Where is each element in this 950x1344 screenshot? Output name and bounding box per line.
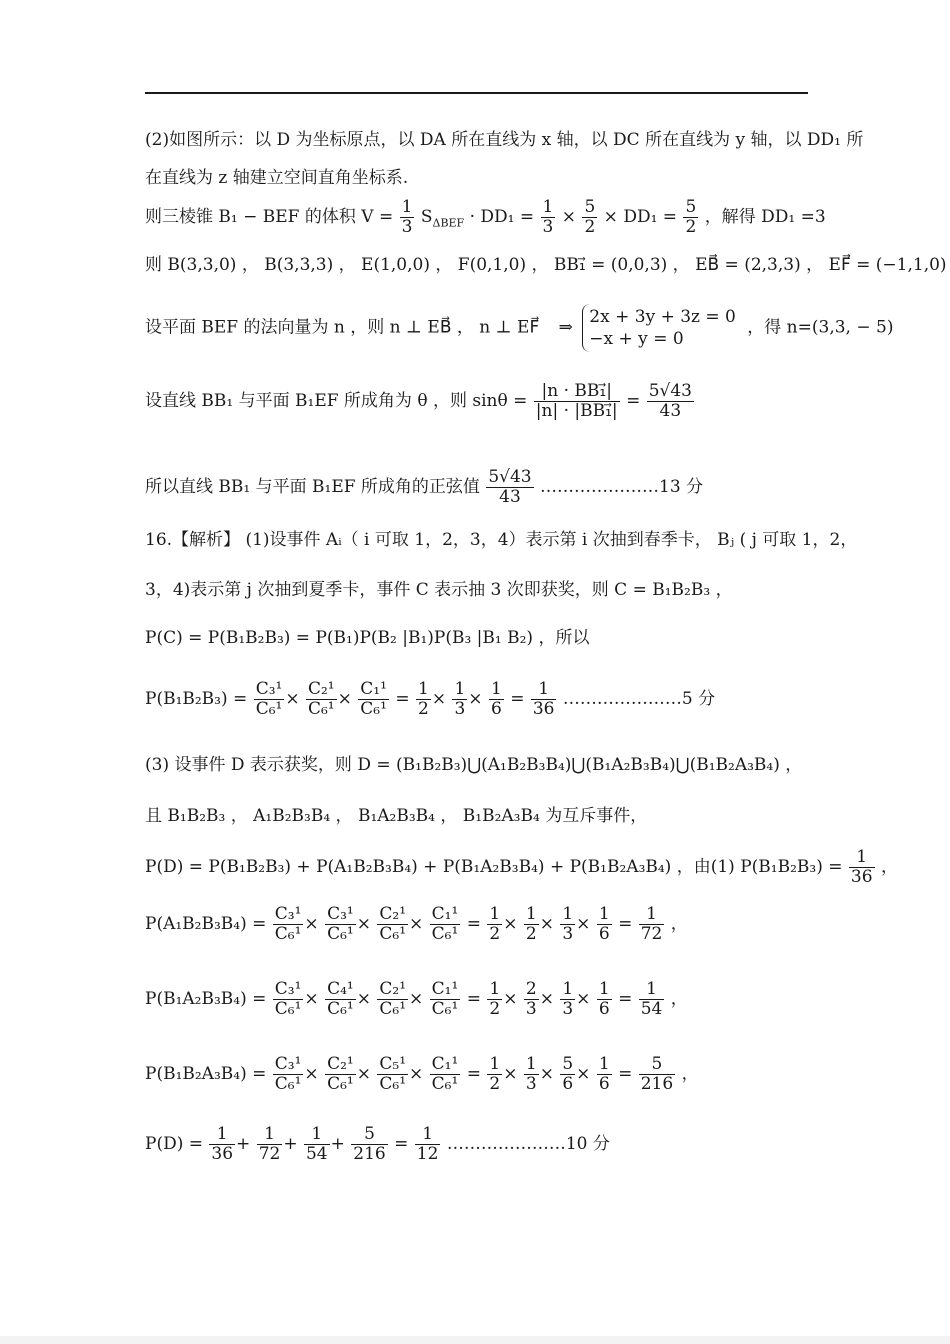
volume-line: 则三棱锥 B₁ − BEF 的体积 V = $\frac{1}{3}$ $S_{\Delta BEF} \cdot DD_1$ = $\frac{1}{3}$ × $\frac{5}{2}$ × DD₁ = $\frac{5}{2}$ ，解得 DD₁ =3 <box>145 197 826 237</box>
fraction: $\frac{5}{2}$ <box>685 197 697 237</box>
pc-line: P(B₁B₂B₃) = $\frac{\text{C₃¹}}{\text{C₆¹}}$ × $\frac{\text{C₂¹}}{\text{C₆¹}}$ × $\frac{\text{C₁¹}}{\text{C₆¹}}$ = $\frac{1}{2}$ × $\frac{1}{3}$ × $\frac{1}{6}$ = $\frac{1}{36}$ …………………5 分 <box>145 679 716 719</box>
q16-line1: 16.【解析】 (1)设事件 Aᵢ（ i 可取 1，2，3，4）表示第 i 次抽到春季卡， Bⱼ ( j 可取 1，2， <box>145 530 858 550</box>
sine-line: 所以直线 BB₁ 与平面 B₁EF 所成角的正弦值 $\frac{5√43}{43}$ …………………13 分 <box>145 467 704 507</box>
normal-vector-line: 设平面 BEF 的法向量为 n ，则 n ⊥ EB⃗ ， n ⊥ EF⃗ ⇒ 2x + 3y + 3z = 0 −x + y = 0 ，得 n=(3,3, − 5) <box>145 304 893 352</box>
part2-line1: (2)如图所示：以 D 为坐标原点，以 DA 所在直线为 x 轴，以 DC 所在直线为 y 轴，以 DD₁ 所 <box>145 130 864 150</box>
part3-line2: 且 B₁B₂B₃ ， A₁B₂B₃B₄ ， B₁A₂B₃B₄ ， B₁B₂A₃B₄ 为互斥事件， <box>145 806 648 826</box>
coordinates-line: 则 B(3,3,0) ， B(3,3,3) ， E(1,0,0) ， F(0,1,0) ， BB₁⃗ = (0,0,3) ， EB⃗ = (2,3,3) ， EF⃗ = (−1,1,0) <box>145 255 947 275</box>
fraction: $\frac{1}{3}$ <box>542 197 554 237</box>
part2-line2: 在直线为 z 轴建立空间直角坐标系. <box>145 168 409 188</box>
q16-line3: P(C) = P(B₁B₂B₃) = P(B₁)P(B₂ |B₁)P(B₃ |B₁ B₂) ，所以 <box>145 628 590 648</box>
sum-line: P(D) = $\frac{1}{36}$ + $\frac{1}{72}$ + $\frac{1}{54}$ + $\frac{5}{216}$ = $\frac{1}{12}$ …………………10 分 <box>145 1124 610 1164</box>
fraction: $\frac{5√43}{43}$ <box>488 467 532 507</box>
p1-line: P(A₁B₂B₃B₄) = $\frac{\text{C₃¹}}{\text{C₆¹}}$ × $\frac{\text{C₃¹}}{\text{C₆¹}}$ × $\frac{\text{C₂¹}}{\text{C₆¹}}$ × $\frac{\text{C₁¹}}{\text{C₆¹}}$ = $\frac{1}{2}$ × $\frac{1}{2}$ × $\frac{1}{3}$ × $\frac{1}{6}$ = $\frac{1}{72}$ ， <box>145 904 688 944</box>
fraction: $\frac{\text{|n · BB₁⃗|}}{\text{|n| · |BB₁⃗|}}$ <box>535 381 618 421</box>
header-rule <box>145 92 808 94</box>
fraction: $\frac{5}{2}$ <box>584 197 596 237</box>
fraction: $\frac{1}{3}$ <box>401 197 413 237</box>
p3-line: P(B₁B₂A₃B₄) = $\frac{\text{C₃¹}}{\text{C₆¹}}$ × $\frac{\text{C₂¹}}{\text{C₆¹}}$ × $\frac{\text{C₅¹}}{\text{C₆¹}}$ × $\frac{\text{C₁¹}}{\text{C₆¹}}$ = $\frac{1}{2}$ × $\frac{1}{3}$ × $\frac{5}{6}$ × $\frac{1}{6}$ = $\frac{5}{216}$ ， <box>145 1054 699 1094</box>
fraction: $\frac{5√43}{43}$ <box>648 381 692 421</box>
pd-line: P(D) = P(B₁B₂B₃) + P(A₁B₂B₃B₄) + P(B₁A₂B₃B₄) + P(B₁B₂A₃B₄) ，由(1) P(B₁B₂B₃) = $\frac{1}{36}$ ， <box>145 847 898 887</box>
q16-line2: 3，4)表示第 j 次抽到夏季卡，事件 C 表示抽 3 次即获奖，则 C = B₁B₂B₃ ， <box>145 580 733 600</box>
p2-line: P(B₁A₂B₃B₄) = $\frac{\text{C₃¹}}{\text{C₆¹}}$ × $\frac{\text{C₄¹}}{\text{C₆¹}}$ × $\frac{\text{C₂¹}}{\text{C₆¹}}$ × $\frac{\text{C₁¹}}{\text{C₆¹}}$ = $\frac{1}{2}$ × $\frac{2}{3}$ × $\frac{1}{3}$ × $\frac{1}{6}$ = $\frac{1}{54}$ ， <box>145 979 688 1019</box>
page-bottom-edge <box>0 1336 950 1344</box>
angle-line: 设直线 BB₁ 与平面 B₁EF 所成角为 θ ，则 sinθ = $\frac{\text{|n · BB₁⃗|}}{\text{|n| · |BB₁⃗|}}$ = $\frac{5√43}{43}$ <box>145 381 692 421</box>
equation-system: 2x + 3y + 3z = 0 −x + y = 0 <box>582 304 742 352</box>
part3-line1: (3) 设事件 D 表示获奖，则 D = (B₁B₂B₃)⋃(A₁B₂B₃B₄)⋃(B₁A₂B₃B₄)⋃(B₁B₂A₃B₄) ， <box>145 755 803 775</box>
